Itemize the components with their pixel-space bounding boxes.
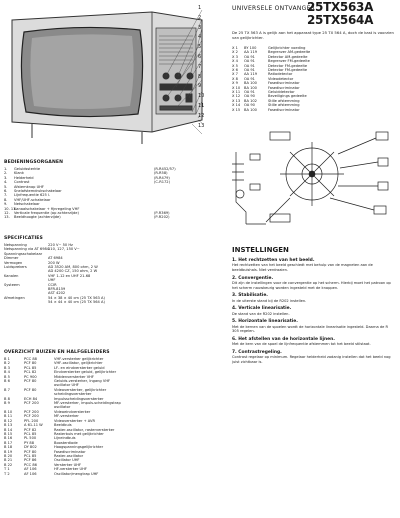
instelling-heading: 3. Stabilisatie. — [232, 293, 268, 299]
cell-desc: scheidingsversterker — [54, 392, 92, 397]
callout: 6 — [198, 53, 202, 60]
instelling-heading: 1. Het rechtzetten van het beeld. — [232, 258, 315, 263]
instelling-text: In de uiterste stand bij de R202 instellen. — [232, 298, 307, 303]
cell-desc: Fasediscriminator — [268, 81, 300, 86]
cell-id: X 14 — [232, 103, 241, 108]
cell-type: BA 100 — [244, 107, 257, 112]
spec-key: Vermogen — [4, 260, 23, 265]
model-a: 25TX563A — [307, 0, 374, 14]
cell-id: X 4 — [232, 59, 238, 64]
cell-desc: Fasediscriminator — [54, 449, 86, 454]
cell-desc: VHF-oscillator, gelijkrichter — [54, 361, 103, 366]
instelling-text: Het rechtzetten van het beeld geschiedt met behulp van de magneten aan de beeldbuishals. Niet verdraaien. — [232, 263, 373, 272]
cell-id: T 2 — [4, 471, 10, 476]
item-label: Geluidssterkte — [14, 167, 41, 171]
callout: 9 — [198, 83, 202, 90]
item-number: 13. — [4, 215, 10, 220]
cell-type: PCL 85 — [24, 431, 37, 436]
item-ref: (P-R369) — [154, 211, 170, 216]
callout: 11 — [198, 102, 205, 109]
cell-type: PCC 88 — [24, 357, 37, 361]
cell-type: OA 91 — [244, 90, 255, 95]
instelling-text: Met de kern van de spoel de lijnfrequentie afstemmen tot het beeld stilstaat. — [232, 342, 371, 347]
callout: 10 — [198, 93, 205, 100]
cell-id: B 14 — [4, 427, 13, 432]
cell-desc: Raster-oscillator, rasterversterker — [54, 427, 115, 432]
cell-id: X 15 — [232, 107, 241, 112]
item-ref: (P-R202) — [154, 215, 170, 220]
spec-value: VHF 1-12 en UHF 21-68 — [48, 273, 91, 278]
spec-key: Dimmer — [4, 256, 19, 261]
item-ref: (R-R58) — [154, 171, 168, 176]
instelling-item — [232, 337, 396, 347]
spec-value: 220 V~ 50 Hz — [48, 243, 73, 247]
cell-id: B 6 — [4, 379, 10, 384]
cell-type: OA 91 — [244, 54, 255, 59]
cell-type: PCC 86 — [24, 462, 37, 467]
cell-id: X 2 — [232, 50, 238, 55]
cell-desc: Lijneindbuis — [54, 436, 76, 441]
adjustment-diagram — [226, 124, 396, 232]
cell-id: B 21 — [4, 458, 13, 463]
item-label: Lijnfrequentie 625 l. — [14, 193, 51, 198]
spec-value: CCIR — [48, 282, 57, 287]
callout: 13 — [198, 122, 205, 129]
cell-type: ECH 84 — [24, 396, 38, 401]
instelling-text: Contrast regelaar op minimum. Regelaar helderheid zodanig instellen dat het beeld nog juist zichtbaar is. — [232, 355, 391, 364]
instelling-item — [232, 306, 396, 316]
cell-type: PY 88 — [24, 440, 34, 445]
item-number: 10. 11. — [4, 206, 17, 211]
item-label: Beeldhoogte (achterzijde) — [14, 215, 61, 220]
cell-desc: Boosterdiode — [54, 440, 78, 445]
cell-desc: Begrenzer AM-gedeelte — [268, 50, 311, 55]
cell-type: PCL 85 — [24, 365, 37, 370]
spec-key: Netspanning — [4, 243, 27, 247]
cell-desc: MF-versterker, impuls-scheidingstrap — [54, 401, 121, 406]
instelling-heading: 2. Convergentie. — [232, 275, 274, 281]
cell-type: OA 91 — [244, 68, 255, 73]
item-number: 5. — [4, 184, 8, 189]
spec-value: AD 3520 AM, 800 ohm, 2 W — [48, 265, 98, 270]
cell-type: PCF 86 — [24, 458, 37, 463]
section-bediening: BEDIENINGSORGANEN — [4, 160, 64, 165]
cell-type: PL 500 — [24, 436, 37, 441]
cell-desc: Beveiligings gedeelte — [268, 94, 307, 99]
cell-desc: Eindversterker geluid, gelijkrichter — [54, 370, 117, 375]
item-number: 2. — [4, 171, 8, 176]
item-label: Verticale frequentie (op achterzijde) — [14, 211, 79, 216]
cell-id: B 7 — [4, 387, 10, 392]
cell-id: X 1 — [232, 46, 238, 50]
callout: 1 — [198, 5, 202, 11]
cell-type: BY 100 — [244, 46, 257, 50]
item-number: 12. — [4, 211, 10, 216]
instelling-item — [232, 258, 396, 273]
item-label: Helderheid — [14, 175, 34, 180]
spec-key: Luidsprekers — [4, 265, 27, 270]
cell-id: B 8 — [4, 396, 10, 401]
cell-id: B 10 — [4, 409, 13, 414]
cell-desc: Gelijkrichter voeding — [268, 46, 306, 50]
spec-key — [4, 300, 48, 304]
item-number: 9. — [4, 202, 8, 207]
bediening-list — [4, 167, 204, 220]
instelling-item — [232, 293, 396, 303]
cell-id: B 12 — [4, 418, 13, 423]
item-label: Netschakelaar — [14, 202, 40, 207]
spec-row — [4, 300, 204, 304]
cell-id: X 8 — [232, 76, 238, 81]
list-item — [4, 215, 204, 219]
cell-desc: Videoversterker, gelijkrichter — [54, 387, 107, 392]
section-buizen: OVERZICHT BUIZEN EN HALFGELEIDERS — [4, 350, 110, 355]
cell-id: B 17 — [4, 440, 13, 445]
item-label: Snelafstemdrukschakelaar — [14, 189, 62, 194]
callout: 7 — [198, 63, 202, 70]
table-row — [4, 472, 204, 476]
section-specificaties: SPECIFICATIES — [4, 236, 43, 241]
cell-id: X 13 — [232, 98, 241, 103]
cell-id: B 5 — [4, 374, 10, 379]
cell-type: PCL 82 — [24, 370, 37, 375]
instelling-item — [232, 276, 396, 291]
item-number: 6. — [4, 189, 8, 194]
item-ref: (R-R479) — [154, 175, 170, 180]
cell-type: PFL 200 — [24, 418, 39, 423]
callout: 12 — [198, 112, 205, 119]
instellingen-list — [232, 258, 396, 367]
cell-type: BA 100 — [244, 85, 257, 90]
tv-drawing — [2, 2, 210, 148]
item-label: Klank — [14, 171, 24, 176]
cell-desc: Ratiodetector — [268, 72, 293, 77]
spec-value: 54 × 44 × 40 cm (25 TX 564 A) — [48, 300, 105, 305]
cell-desc: Videoversterker + AVR — [54, 418, 95, 423]
spec-key: Netspanning via AT 6984 — [4, 247, 50, 252]
cell-type: PCF 200 — [24, 401, 39, 406]
cell-id: B 15 — [4, 431, 13, 436]
cell-id: X 3 — [232, 54, 238, 59]
cell-type: BA 102 — [244, 98, 257, 103]
item-label: VHF/UHF-schakelaar — [14, 197, 51, 202]
cell-type: OA 91 — [244, 59, 255, 64]
cell-id: X 10 — [232, 85, 241, 90]
cell-type: OA 90 — [244, 103, 255, 108]
spec-key: Spanningsschakelaar — [4, 251, 43, 256]
spec-value: UHF — [48, 278, 56, 283]
model-b: 25TX564A — [307, 13, 374, 27]
cell-type: PC 900 — [24, 374, 37, 379]
cell-id: X 11 — [232, 90, 241, 95]
header-universele: UNIVERSELE ONTVANGER — [232, 5, 316, 12]
specs-list — [4, 243, 204, 305]
cell-desc: LF- en eindversterker geluid — [54, 365, 105, 370]
instelling-text: De stand van de R202 instellen. — [232, 311, 290, 316]
cell-desc: Beeldbuis — [54, 423, 72, 428]
item-number: 1. — [4, 167, 8, 171]
cell-desc: Impulsscheidingsversterker — [54, 396, 104, 401]
cell-id: B 3 — [4, 365, 10, 370]
callout: 3 — [198, 24, 202, 31]
cell-type: PCF 82 — [24, 427, 37, 432]
spec-value: BFR-8159 — [48, 287, 66, 292]
cell-desc: oscillator — [54, 405, 71, 410]
cell-desc: Geluiddetector — [268, 90, 295, 95]
cell-desc: Hoogspanningsgelijkrichter — [54, 445, 104, 450]
item-number: 4. — [4, 180, 8, 185]
spec-value: AD 4200 CZ, 150 ohm, 2 W — [48, 269, 98, 274]
cell-id: X 6 — [232, 68, 238, 73]
callout: 8 — [198, 73, 202, 80]
callout: 2 — [198, 14, 202, 21]
cell-desc: MF-versterker — [54, 414, 79, 419]
item-number: 8. — [4, 197, 8, 202]
callout: 4 — [198, 34, 202, 41]
cell-desc: VHF-versterker gelijkrichter — [54, 357, 104, 361]
cell-type: OA 90 — [244, 94, 255, 99]
instelling-heading: 5. Horizontale linearisatie. — [232, 319, 298, 325]
diode-table — [232, 46, 396, 112]
cell-id: B 2 — [4, 361, 10, 366]
cell-id: B 16 — [4, 436, 13, 441]
cell-desc: Oscillator/mengtrap UHF — [54, 471, 99, 476]
instelling-text: Dit zijn de instellingen voor de convergentie op het scherm. Hierbij moet het patroon op het scherm nauwkeurig worden ingesteld met de knoppen. — [232, 281, 391, 290]
cell-desc: Versterker UHF — [54, 462, 82, 467]
cell-desc: oscillator UHF — [54, 383, 79, 388]
cell-desc: HF-versterker UHF — [54, 467, 87, 472]
cell-type: OA 91 — [244, 63, 255, 68]
cell-desc: Middenversterker VHF — [54, 374, 94, 379]
cell-type: PCF 80 — [24, 361, 37, 366]
cell-type: PCF 200 — [24, 414, 39, 419]
cell-id: B 13 — [4, 423, 13, 428]
instelling-text: Met de kernen van de spoelen wordt de horizontale linearisatie ingesteld. Daarna de R 305 regelen. — [232, 324, 389, 334]
cell-type: PCF 80 — [24, 379, 37, 384]
spec-value: 54 × 38 × 40 cm (25 TX 563 A) — [48, 295, 105, 300]
cell-id: B 4 — [4, 370, 10, 375]
cell-type: PCL 85 — [24, 453, 37, 458]
cell-type: AF 106 — [24, 467, 37, 472]
cell-type: BA 100 — [244, 81, 257, 86]
cell-id: B 19 — [4, 449, 13, 454]
cell-id: X 5 — [232, 63, 238, 68]
cell-id: B 9 — [4, 401, 10, 406]
cell-desc: Geluids-versterker, Ingang VHF — [54, 379, 111, 384]
intro-text: De 25 TX 563 A is gelijk aan het apparaat type 25 TX 564 A, doch de kast is voorzien van gelijkrichter. — [232, 30, 394, 40]
spec-key: Afmetingen — [4, 295, 25, 300]
cell-id: T 1 — [4, 467, 10, 472]
spec-key: Systeem — [4, 282, 20, 287]
cell-id: X 9 — [232, 81, 238, 86]
cell-desc: Detector AM-gedeelte — [268, 54, 308, 59]
spec-key: Kanalen — [4, 273, 19, 278]
cell-id: X 7 — [232, 72, 238, 77]
item-label: Afstemknop UHF — [14, 184, 44, 189]
spec-value: 110, 127, 150 V~ — [48, 247, 80, 252]
cell-desc: Detector FM-gedeelte — [268, 68, 308, 73]
cell-desc: Videoeindversterker — [54, 409, 91, 414]
cell-type: AA 119 — [244, 50, 258, 55]
item-label: Contrast — [14, 180, 30, 185]
table-row — [232, 108, 396, 112]
cell-desc: Raster-oscillator — [54, 453, 84, 458]
spec-value: 200 W — [48, 260, 60, 265]
cell-desc: Oscillator UHF — [54, 458, 80, 463]
cell-id: X 12 — [232, 94, 241, 99]
cell-type: DY 802 — [24, 445, 37, 450]
cell-desc: Begrenzer FM-gedeelte — [268, 59, 310, 64]
cell-desc: Stille afstemming — [268, 103, 300, 108]
instelling-item — [232, 350, 396, 365]
cell-desc: Rasterbuis met gelijkrichter — [54, 431, 104, 436]
callout-list — [198, 4, 212, 131]
cell-type: AA 119 — [244, 72, 258, 77]
cell-id: B 18 — [4, 445, 13, 450]
spec-value: AST 4202 — [48, 291, 66, 296]
cell-type: PCF 80 — [24, 449, 37, 454]
item-number: 3. — [4, 175, 8, 180]
cell-id: B 22 — [4, 462, 13, 467]
cell-id: B 20 — [4, 453, 13, 458]
item-ref: (C-R172) — [154, 180, 170, 185]
section-instellingen: INSTELLINGEN — [232, 246, 289, 254]
item-ref: (R-R452/57) — [154, 167, 176, 171]
cell-desc: Fasediscriminator — [268, 107, 300, 112]
cell-type: OA 91 — [244, 76, 255, 81]
cell-id: B 1 — [4, 357, 10, 361]
item-number: 7. — [4, 193, 8, 198]
instelling-heading: 6. Het afstellen van de horizontale lijnen. — [232, 336, 335, 342]
cell-id: B 11 — [4, 414, 13, 419]
instelling-item — [232, 319, 396, 334]
cell-type: PCF 200 — [24, 409, 39, 414]
cell-type: AF 106 — [24, 471, 37, 476]
cell-desc: Fasediscriminator — [268, 85, 300, 90]
item-label: Kanaalschakelaar + fijnregeling VHF — [14, 206, 80, 211]
callout: 5 — [198, 44, 202, 51]
buizen-list — [4, 357, 204, 476]
cell-desc: Detector FM-gedeelte — [268, 63, 308, 68]
cell-type: A 61-11 W — [24, 423, 43, 428]
instelling-heading: 7. Contrastregeling. — [232, 349, 282, 355]
instelling-heading: 4. Verticale linearisatie. — [232, 306, 292, 312]
cell-desc: Videodetector — [268, 76, 294, 81]
cell-desc: Stille afstemming — [268, 98, 300, 103]
cell-type: PCF 80 — [24, 387, 37, 392]
spec-value: AT 6984 — [48, 256, 63, 261]
